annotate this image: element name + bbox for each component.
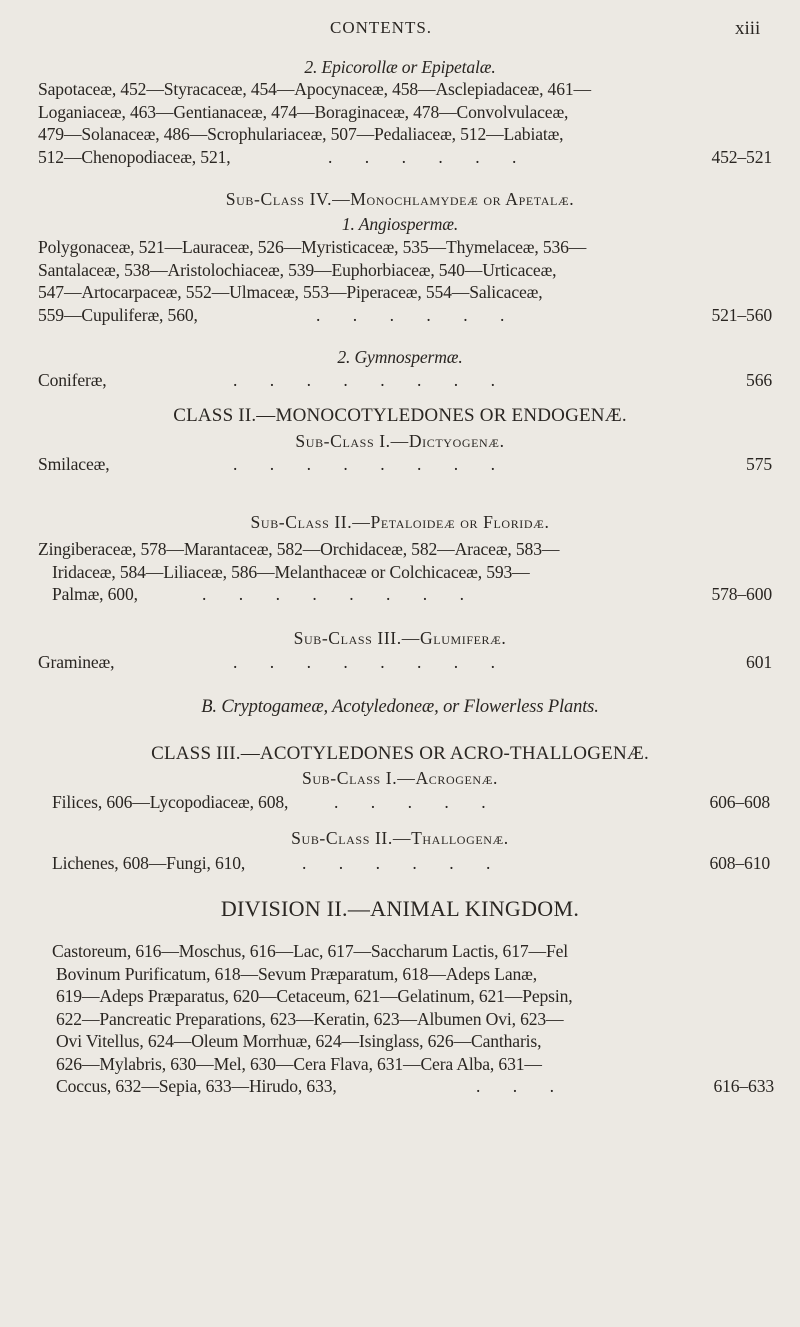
subclass-heading-thallogenae: Sub-Class II.—Thallogenæ. bbox=[291, 828, 509, 848]
entry-line: 622—Pancreatic Preparations, 623—Keratin, 623—Albumen Ovi, 623— bbox=[56, 1008, 564, 1029]
entry-line: Loganiaceæ, 463—Gentianaceæ, 474—Boraginaceæ, 478—Convolvulaceæ, bbox=[38, 101, 569, 122]
page-range: 575 bbox=[746, 454, 772, 474]
subclass-heading-acrogenae: Sub-Class I.—Acrogenæ. bbox=[302, 768, 498, 788]
subsection-heading-angiospermae: 1. Angiospermæ. bbox=[341, 214, 459, 234]
division-heading-animal-kingdom: DIVISION II.—ANIMAL KINGDOM. bbox=[220, 896, 580, 921]
entry-line-text: Filices, 606—Lycopodiaceæ, 608, bbox=[52, 792, 289, 812]
entry-line: Sapotaceæ, 452—Styracaceæ, 454—Apocynaceæ, 458—Asclepiadaceæ, 461— bbox=[38, 79, 591, 99]
entry-line-text: Smilaceæ, bbox=[38, 454, 110, 474]
dot-leader: . . . . . . . . bbox=[233, 652, 509, 672]
entry-line: 619—Adeps Præparatus, 620—Cetaceum, 621—Gelatinum, 621—Pepsin, bbox=[56, 986, 573, 1006]
entry-line: Polygonaceæ, 521—Lauraceæ, 526—Myristicaceæ, 535—Thymelaceæ, 536— bbox=[38, 237, 587, 257]
entry-line-text: Gramineæ, bbox=[38, 652, 115, 672]
entry-line-text: Palmæ, 600, bbox=[52, 584, 138, 604]
dot-leader: . . . . . . . . bbox=[202, 584, 478, 604]
dot-leader: . . . . . . bbox=[328, 146, 531, 167]
entry-epicorollae bbox=[38, 78, 772, 168]
entry-last-line bbox=[56, 1075, 774, 1098]
entry-coniferae bbox=[38, 369, 772, 392]
subclass-heading-monochlamydeae: Sub-Class IV.—Monochlamydeæ or Apetalæ. bbox=[225, 189, 575, 209]
entry-line: 479—Solanaceæ, 486—Scrophulariaceæ, 507—Pedaliaceæ, 512—Labiatæ, bbox=[38, 124, 564, 144]
page-range: 452–521 bbox=[711, 146, 772, 167]
page-range: 616–633 bbox=[713, 1076, 774, 1096]
entry-line-text: 559—Cupuliferæ, 560, bbox=[38, 304, 198, 325]
entry-line: Zingiberaceæ, 578—Marantaceæ, 582—Orchidaceæ, 582—Araceæ, 583— bbox=[38, 539, 560, 559]
class-heading-monocotyledones: CLASS II.—MONOCOTYLEDONES OR ENDOGENÆ. bbox=[173, 405, 627, 426]
entry-smilaceae bbox=[38, 453, 772, 476]
dot-leader: . . . . . . bbox=[316, 304, 519, 325]
page-range: 521–560 bbox=[711, 304, 772, 325]
entry-lichenes bbox=[52, 852, 770, 875]
entry-last-line bbox=[52, 583, 778, 606]
entry-gramineae bbox=[38, 651, 772, 674]
page-range: 566 bbox=[746, 370, 772, 390]
page-number: xiii bbox=[735, 18, 761, 39]
page-range: 578–600 bbox=[711, 584, 772, 604]
entry-angiospermae bbox=[38, 236, 772, 326]
entry-line: Santalaceæ, 538—Aristolochiaceæ, 539—Euphorbiaceæ, 540—Urticaceæ, bbox=[38, 259, 557, 280]
dot-leader: . . . . . bbox=[334, 792, 500, 812]
section-heading-epicorollae: 2. Epicorollæ or Epipetalæ. bbox=[304, 57, 496, 77]
dot-leader: . . . . . . . . bbox=[233, 370, 509, 390]
entry-line: 626—Mylabris, 630—Mel, 630—Cera Flava, 631—Cera Alba, 631— bbox=[56, 1053, 542, 1074]
class-heading-acotyledones: CLASS III.—ACOTYLEDONES OR ACRO-THALLOGENÆ. bbox=[151, 743, 649, 764]
entry-line: Bovinum Purificatum, 618—Sevum Præparatum, 618—Adeps Lanæ, bbox=[56, 963, 537, 984]
page-range: 606–608 bbox=[709, 792, 770, 812]
entry-line-text: Lichenes, 608—Fungi, 610, bbox=[52, 853, 246, 873]
entry-line-text: Coccus, 632—Sepia, 633—Hirudo, 633, bbox=[56, 1076, 337, 1096]
subclass-heading-petaloideae: Sub-Class II.—Petaloideæ or Floridæ. bbox=[250, 512, 550, 532]
dot-leader: . . . bbox=[476, 1076, 568, 1096]
subsection-heading-gymnospermae: 2. Gymnospermæ. bbox=[337, 347, 463, 367]
entry-petaloideae bbox=[38, 538, 772, 606]
subclass-heading-dictyogenae: Sub-Class I.—Dictyogenæ. bbox=[295, 431, 505, 451]
entry-line: Castoreum, 616—Moschus, 616—Lac, 617—Saccharum Lactis, 617—Fel bbox=[52, 941, 568, 961]
entry-line: 547—Artocarpaceæ, 552—Ulmaceæ, 553—Piperaceæ, 554—Salicaceæ, bbox=[38, 282, 543, 302]
entry-last-line bbox=[38, 146, 772, 169]
entry-line-text: 512—Chenopodiaceæ, 521, bbox=[38, 146, 231, 167]
entry-animal-kingdom bbox=[52, 940, 774, 1098]
running-head-title: CONTENTS. bbox=[330, 18, 433, 37]
page-range: 608–610 bbox=[709, 853, 770, 873]
entry-last-line bbox=[38, 304, 772, 327]
entry-line: Iridaceæ, 584—Liliaceæ, 586—Melanthaceæ or Colchicaceæ, 593— bbox=[52, 561, 530, 582]
section-heading-cryptogameae: B. Cryptogameæ, Acotyledoneæ, or Flowerless Plants. bbox=[201, 697, 599, 717]
page-range: 601 bbox=[746, 652, 772, 672]
entry-line: Ovi Vitellus, 624—Oleum Morrhuæ, 624—Isinglass, 626—Cantharis, bbox=[56, 1031, 542, 1051]
entry-line-text: Coniferæ, bbox=[38, 370, 107, 390]
subclass-heading-glumiferae: Sub-Class III.—Glumiferæ. bbox=[293, 628, 507, 648]
dot-leader: . . . . . . bbox=[302, 853, 505, 873]
entry-filices bbox=[52, 791, 770, 814]
dot-leader: . . . . . . . . bbox=[233, 454, 509, 474]
